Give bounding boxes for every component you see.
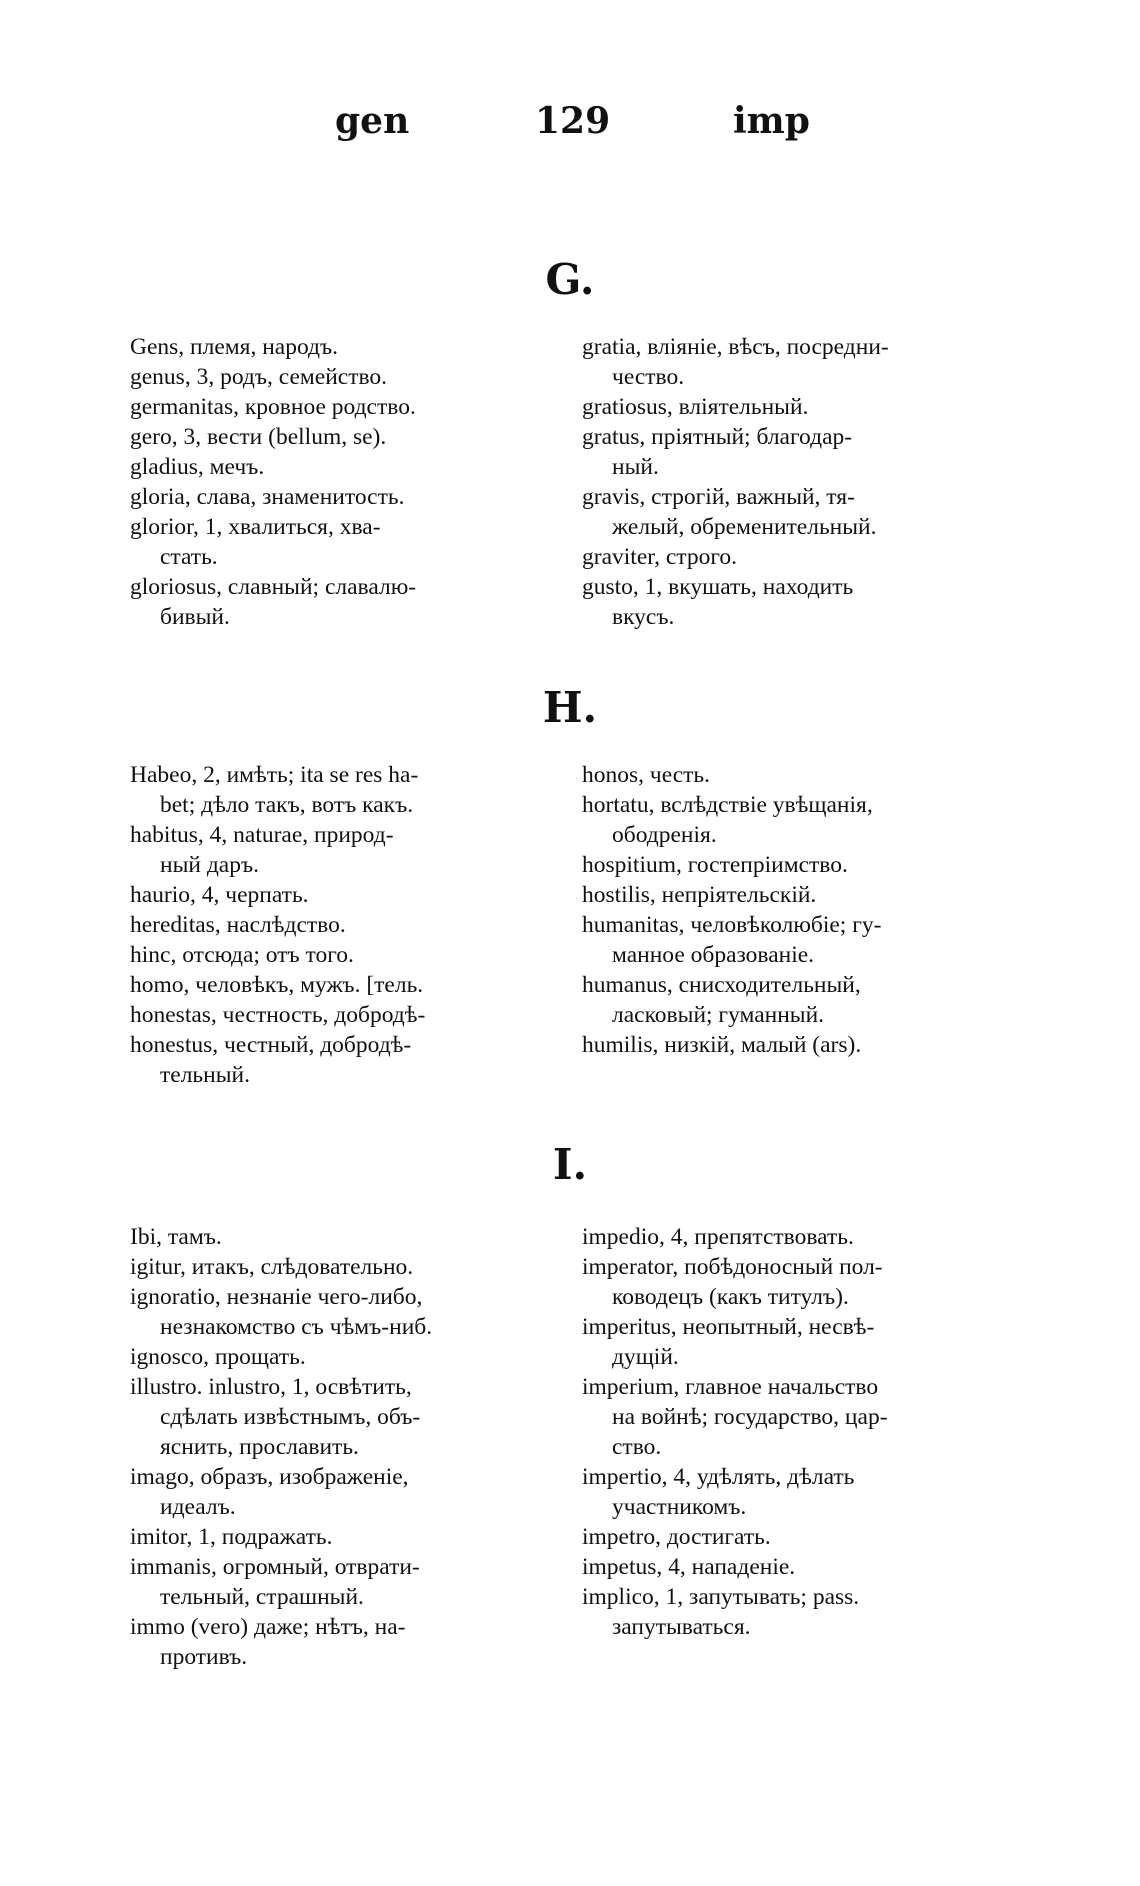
dictionary-entry: gravis, строгiй, важный, тя- (582, 484, 855, 510)
dictionary-entry: hortatu, вслѣдствiе увѣщанiя, (582, 792, 873, 818)
header-last-word: imp (733, 100, 810, 142)
dictionary-entry: immanis, огромный, отврати- (130, 1554, 420, 1580)
section-i-right-column (582, 1222, 1002, 1642)
dictionary-entry: genus, 3, родъ, семейство. (130, 364, 388, 390)
dictionary-entry: ignoratio, незнанiе чего-либо, (130, 1284, 423, 1310)
entry-continuation: ный. (612, 454, 659, 480)
dictionary-entry: illustro. inlustro, 1, освѣтить, (130, 1374, 412, 1400)
dictionary-entry: gloria, слава, знаменитость. (130, 484, 405, 510)
entry-continuation: ководецъ (какъ титулъ). (612, 1284, 849, 1310)
dictionary-entry: gratia, влiянiе, вѣсъ, посредни- (582, 334, 889, 360)
dictionary-entry: Gens, племя, народъ. (130, 334, 339, 360)
entry-continuation: незнакомство съ чѣмъ-ниб. (160, 1314, 433, 1340)
section-i-left-column (130, 1222, 550, 1672)
dictionary-entry: gero, 3, вести (bellum, se). (130, 424, 387, 450)
entry-continuation: запутываться. (612, 1614, 751, 1640)
dictionary-entry: humilis, низкiй, малый (ars). (582, 1032, 862, 1058)
dictionary-entry: gratus, прiятный; благодар- (582, 424, 853, 450)
dictionary-entry: gusto, 1, вкушать, находить (582, 574, 854, 600)
entry-continuation: участникомъ. (612, 1494, 747, 1520)
dictionary-entry: igitur, итакъ, слѣдовательно. (130, 1254, 414, 1280)
entry-continuation: bet; дѣло такъ, вотъ какъ. (160, 792, 414, 818)
entry-continuation: стать. (160, 544, 218, 570)
entry-continuation: тельный. (160, 1062, 250, 1088)
dictionary-entry: hinc, отсюда; отъ того. (130, 942, 354, 968)
dictionary-entry: impertio, 4, удѣлять, дѣлать (582, 1464, 855, 1490)
entry-continuation: идеалъ. (160, 1494, 236, 1520)
section-letter-g: G. (545, 255, 595, 304)
dictionary-entry: humanitas, человѣколюбiе; гу- (582, 912, 882, 938)
dictionary-entry: germanitas, кровное родство. (130, 394, 416, 420)
dictionary-entry: humanus, снисходительный, (582, 972, 861, 998)
dictionary-entry: graviter, строго. (582, 544, 738, 570)
entry-continuation: тельный, страшный. (160, 1584, 364, 1610)
entry-continuation: вкусъ. (612, 604, 675, 630)
dictionary-entry: hostilis, непрiятельскiй. (582, 882, 817, 908)
dictionary-entry: imperium, главное начальство (582, 1374, 879, 1400)
section-h-left-column (130, 760, 550, 1090)
dictionary-entry: habitus, 4, naturae, природ- (130, 822, 394, 848)
entry-continuation: на войнѣ; государство, цар- (612, 1404, 888, 1430)
entry-continuation: манное образованiе. (612, 942, 815, 968)
dictionary-entry: hereditas, наслѣдство. (130, 912, 346, 938)
dictionary-entry: gladius, мечъ. (130, 454, 265, 480)
entry-continuation: ласковый; гуманный. (612, 1002, 825, 1028)
dictionary-entry: imperator, побѣдоносный пол- (582, 1254, 883, 1280)
entry-continuation: яснить, прославить. (160, 1434, 359, 1460)
dictionary-entry: imperitus, неопытный, несвѣ- (582, 1314, 875, 1340)
page-number: 129 (535, 100, 611, 142)
dictionary-entry: imago, образъ, изображенiе, (130, 1464, 409, 1490)
section-letter-h: H. (542, 683, 598, 732)
dictionary-entry: Ibi, тамъ. (130, 1224, 222, 1250)
header-first-word: gen (335, 100, 410, 142)
dictionary-entry: homo, человѣкъ, мужъ. [тель. (130, 972, 424, 998)
entry-continuation: ство. (612, 1434, 662, 1460)
section-letter-i: I. (552, 1140, 588, 1189)
dictionary-entry: hospitium, гостепрiимство. (582, 852, 848, 878)
entry-continuation: ободренiя. (612, 822, 717, 848)
entry-continuation: противъ. (160, 1644, 248, 1670)
dictionary-entry: ignosco, прощать. (130, 1344, 306, 1370)
dictionary-entry: implico, 1, запутывать; pass. (582, 1584, 860, 1610)
section-h-right-column (582, 760, 1002, 1060)
dictionary-entry: honestus, честный, добродѣ- (130, 1032, 412, 1058)
entry-continuation: чество. (612, 364, 685, 390)
entry-continuation: дущiй. (612, 1344, 679, 1370)
entry-continuation: желый, обременительный. (612, 514, 877, 540)
dictionary-entry: gloriosus, славный; славалю- (130, 574, 417, 600)
dictionary-entry: honos, честь. (582, 762, 711, 788)
dictionary-entry: gratiosus, влiятельный. (582, 394, 809, 420)
dictionary-entry: honestas, честность, добродѣ- (130, 1002, 426, 1028)
dictionary-entry: imitor, 1, подражать. (130, 1524, 333, 1550)
section-g-right-column (582, 332, 1002, 632)
dictionary-entry: Habeo, 2, имѣть; ita se res ha- (130, 762, 419, 788)
dictionary-entry: impetus, 4, нападенiе. (582, 1554, 796, 1580)
dictionary-entry: impetro, достигать. (582, 1524, 771, 1550)
dictionary-entry: impedio, 4, препятствовать. (582, 1224, 854, 1250)
entry-continuation: бивый. (160, 604, 230, 630)
running-header (0, 100, 1140, 160)
dictionary-entry: immo (vero) даже; нѣтъ, на- (130, 1614, 406, 1640)
dictionary-entry: haurio, 4, черпать. (130, 882, 309, 908)
section-g-left-column (130, 332, 550, 632)
entry-continuation: сдѣлать извѣстнымъ, объ- (160, 1404, 421, 1430)
entry-continuation: ный даръ. (160, 852, 259, 878)
dictionary-entry: glorior, 1, хвалиться, хва- (130, 514, 381, 540)
